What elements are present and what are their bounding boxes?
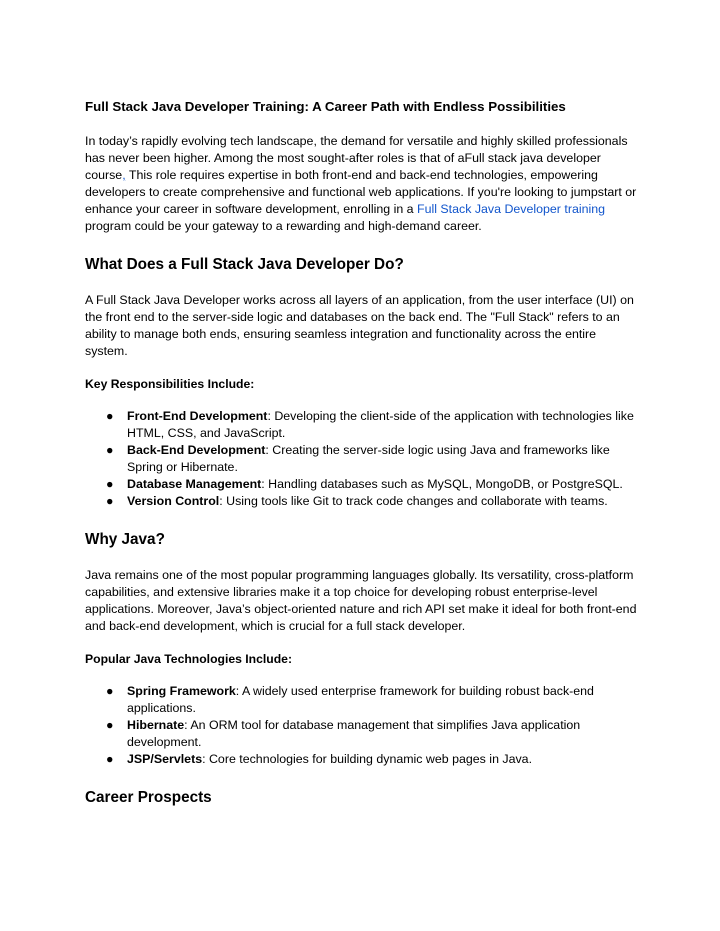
list-item	[106, 751, 637, 768]
intro-paragraph	[85, 133, 637, 235]
document-page	[85, 97, 637, 808]
intro-text-end: program could be your gateway to a rewarding and high-demand career.	[85, 219, 482, 233]
intro-text-mid: This role requires expertise in both front-end and back-end technologies, empowering developers to create comprehensive and functional web applications. If you're looking to jumpstart or enhance your career in software development, enrolling in a	[85, 168, 637, 216]
item-text: : Core technologies for building dynamic web pages in Java.	[202, 752, 533, 766]
item-term: JSP/Servlets	[127, 752, 203, 766]
item-term: Back-End Development	[127, 443, 266, 457]
responsibilities-list	[85, 408, 637, 510]
item-term: Spring Framework	[127, 684, 236, 698]
role-paragraph: A Full Stack Java Developer works across all layers of an application, from the user interface (UI) on the front end to the server-side logic and databases on the back end. The "Full Stack" refers to an ability to manage both ends, ensuring seamless integration and functionality across the entire system.	[85, 293, 634, 358]
bullet-icon: ●	[106, 752, 114, 766]
item-text: : Creating the server-side logic using Java and frameworks like Spring or Hibernate.	[127, 443, 610, 474]
list-item	[106, 442, 637, 476]
bullet-icon: ●	[106, 684, 114, 698]
item-term: Front-End Development	[127, 409, 268, 423]
item-term: Hibernate	[127, 718, 185, 732]
item-text: : Using tools like Git to track code changes and collaborate with teams.	[219, 494, 608, 508]
bullet-icon: ●	[106, 409, 114, 423]
intro-text-start: In today’s rapidly evolving tech landscape, the demand for versatile and highly skilled professionals has never been higher. Among the most sought-after roles is that of aFull stack java developer course	[85, 134, 628, 182]
list-item	[106, 683, 637, 717]
java-paragraph: Java remains one of the most popular programming languages globally. Its versatility, cross-platform capabilities, and extensive libraries make it a top choice for developing robust enterprise-level applications. Moreover, Java’s object-oriented nature and rich API set make it ideal for both front-end and back-end development, which is crucial for a full stack developer.	[85, 568, 637, 633]
course-link[interactable]: ,	[122, 168, 126, 182]
section-heading-role: What Does a Full Stack Java Developer Do?	[85, 256, 404, 273]
item-term: Database Management	[127, 477, 262, 491]
bullet-icon: ●	[106, 443, 114, 457]
training-link[interactable]: Full Stack Java Developer training	[417, 202, 606, 216]
bullet-icon: ●	[106, 494, 114, 508]
bullet-icon: ●	[106, 718, 114, 732]
item-text: : A widely used enterprise framework for building robust back-end applications.	[127, 684, 594, 715]
technologies-subheading: Popular Java Technologies Include:	[85, 652, 293, 666]
list-item	[106, 717, 637, 751]
list-item	[106, 493, 637, 510]
item-term: Version Control	[127, 494, 220, 508]
document-title: Full Stack Java Developer Training: A Career Path with Endless Possibilities	[85, 99, 566, 114]
item-text: : An ORM tool for database management that simplifies Java application development.	[127, 718, 581, 749]
item-text: : Handling databases such as MySQL, MongoDB, or PostgreSQL.	[261, 477, 623, 491]
item-text: : Developing the client-side of the application with technologies like HTML, CSS, and JavaScript.	[127, 409, 634, 440]
section-heading-java: Why Java?	[85, 531, 165, 548]
section-heading-career: Career Prospects	[85, 789, 212, 806]
list-item	[106, 476, 637, 493]
technologies-list	[85, 683, 637, 768]
bullet-icon: ●	[106, 477, 114, 491]
list-item	[106, 408, 637, 442]
responsibilities-subheading: Key Responsibilities Include:	[85, 377, 255, 391]
